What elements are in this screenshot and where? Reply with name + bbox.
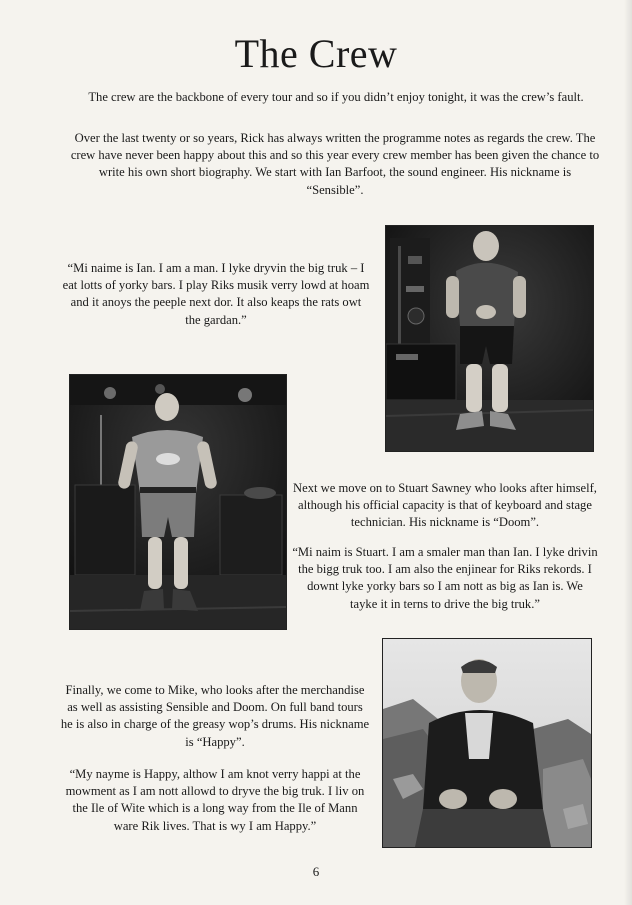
mike-intro: Finally, we come to Mike, who looks after the merchandise as well as assisting Sensible and Doom. On full band tours he is also in charge of the greasy wop’s drums. His nickname is “Happy”. — [60, 683, 370, 749]
stuart-photo — [69, 374, 287, 630]
stuart-quote: “Mi naim is Stuart. I am a smaler man than Ian. I lyke drivin the bigg truk too. I am also the enjinear for Riks rekords. I downt lyke yorky bars so I am nott as big as Ian is. We tayke it in terns to drive the big truk.” — [292, 545, 598, 611]
page-title: The Crew — [234, 31, 398, 76]
stuart-intro: Next we move on to Stuart Sawney who looks after himself, although his official capacity is that of keyboard and stage technician. His nickname is “Doom”. — [293, 481, 597, 530]
intro-paragraph-1: The crew are the backbone of every tour and so if you didn’t enjoy tonight, it was the crew’s fault. — [88, 90, 584, 104]
intro-paragraph-2: Over the last twenty or so years, Rick has always written the programme notes as regards the crew. The crew have never been happy about this and so this year every crew member has been given the chance to write his own short biography. We start with Ian Barfoot, the sound engineer. His nickname is “Sensible”. — [70, 131, 600, 197]
page-edge-shadow — [624, 0, 632, 905]
mike-quote: “My nayme is Happy, althow I am knot verry happi at the mowment as I am nott allowd to dryve the big truk. I liv on the Ile of Wite which is a long way from the Ile of Mann ware Rik lives. That is wy I am Happy.” — [65, 767, 365, 833]
page-number: 6 — [312, 864, 320, 879]
mike-photo — [382, 638, 592, 848]
ian-photo — [385, 225, 594, 452]
ian-quote: “Mi naime is Ian. I am a man. I lyke dryvin the big truk – I eat lotts of yorky bars. I play Riks musik verry lowd at hoam and it anoys the peeple next dor. It also keaps the rats owt the gardan.” — [62, 261, 370, 327]
